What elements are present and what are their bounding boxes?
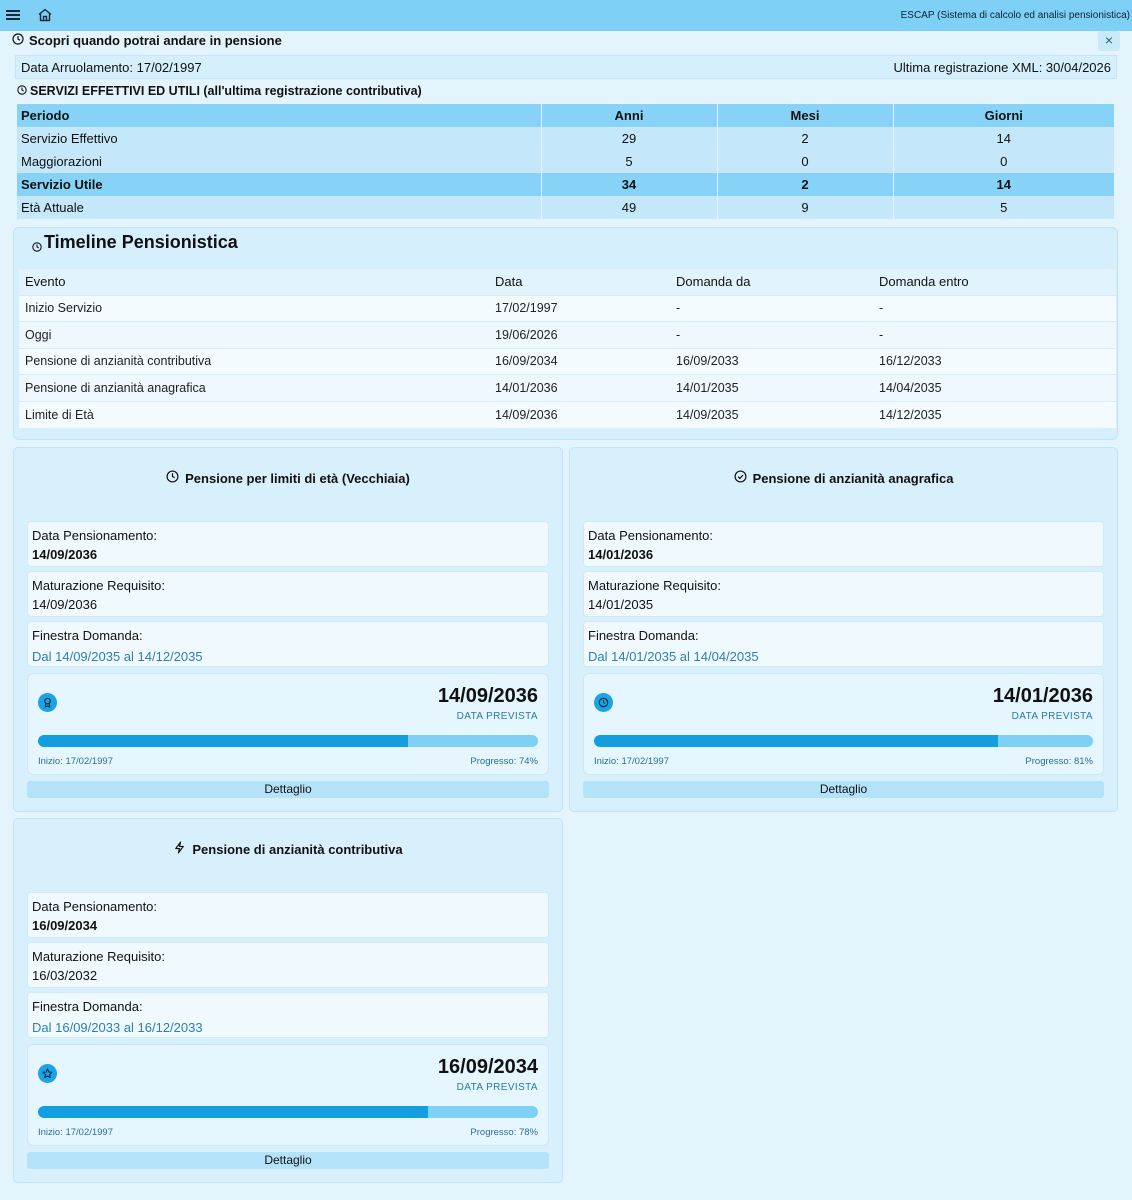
table-row <box>19 375 1116 402</box>
cell-domanda-entro: 14/04/2035 <box>873 375 1116 402</box>
timeline-title-text: Timeline Pensionistica <box>44 232 238 252</box>
pension-card-vecchiaia <box>13 447 563 812</box>
top-bar <box>0 0 1132 31</box>
table-row <box>19 348 1116 375</box>
field-value: 16/03/2032 <box>32 968 98 983</box>
cell-giorni: 5 <box>893 196 1115 219</box>
cell-evento: Pensione di anzianità anagrafica <box>19 375 489 402</box>
card-title <box>14 841 562 857</box>
lightning-icon <box>173 841 186 857</box>
table-row <box>17 127 1115 150</box>
dettaglio-button[interactable]: Dettaglio <box>583 781 1104 798</box>
column-header: Giorni <box>893 104 1115 127</box>
cell-giorni: 14 <box>893 173 1115 196</box>
field-label: Maturazione Requisito: <box>32 949 165 964</box>
table-row <box>19 322 1116 349</box>
field-label: Data Pensionamento: <box>588 528 714 543</box>
cell-domanda-entro: - <box>873 322 1116 349</box>
field-value: 16/09/2034 <box>32 918 98 933</box>
cell-domanda-da: - <box>670 295 873 322</box>
cell-periodo: Età Attuale <box>17 196 541 219</box>
card-title-text: Pensione di anzianità contributiva <box>192 841 403 857</box>
field-finestra-domanda <box>27 992 549 1038</box>
cell-domanda-da: 14/01/2035 <box>670 375 873 402</box>
progress-fill <box>594 735 998 747</box>
progress-start: Inizio: 17/02/1997 <box>594 756 670 767</box>
hamburger-menu-icon[interactable] <box>6 8 20 22</box>
cell-domanda-da: - <box>670 322 873 349</box>
column-header: Mesi <box>717 104 893 127</box>
field-data-pensionamento <box>27 892 549 938</box>
cell-giorni: 14 <box>893 127 1115 150</box>
data-prevista-label: DATA PREVISTA <box>456 711 538 722</box>
field-label: Maturazione Requisito: <box>32 578 165 593</box>
cell-mesi: 0 <box>717 150 893 173</box>
progress-box <box>583 673 1104 775</box>
clock-icon <box>17 84 27 98</box>
field-value: 14/01/2036 <box>588 547 654 562</box>
field-value: Dal 14/01/2035 al 14/04/2035 <box>588 649 759 664</box>
check-circle-icon <box>734 470 747 486</box>
data-prevista-value: 14/01/2036 <box>992 685 1093 707</box>
card-title-text: Pensione di anzianità anagrafica <box>752 470 954 486</box>
progress-bar <box>594 735 1093 747</box>
field-value: 14/01/2035 <box>588 597 654 612</box>
table-row <box>17 150 1115 173</box>
field-label: Data Pensionamento: <box>32 899 158 914</box>
field-label: Data Pensionamento: <box>32 528 158 543</box>
data-arruolamento: Data Arruolamento: 17/02/1997 <box>21 60 202 75</box>
progress-percent: Progresso: 74% <box>470 756 538 767</box>
clock-icon <box>594 693 613 712</box>
timeline-title <box>32 232 238 257</box>
cell-data: 14/09/2036 <box>489 401 670 428</box>
clock-icon <box>32 236 42 257</box>
field-label: Finestra Domanda: <box>32 628 143 643</box>
clock-icon <box>166 470 179 486</box>
cell-data: 19/06/2026 <box>489 322 670 349</box>
data-prevista-value: 16/09/2034 <box>437 1056 538 1078</box>
app-title: ESCAP (Sistema di calcolo ed analisi pensionistica) <box>900 10 1130 21</box>
progress-start: Inizio: 17/02/1997 <box>38 756 114 767</box>
card-title <box>570 470 1117 486</box>
data-prevista-label: DATA PREVISTA <box>1011 711 1093 722</box>
cell-domanda-da: 14/09/2035 <box>670 401 873 428</box>
cell-anni: 29 <box>541 127 717 150</box>
field-value: 14/09/2036 <box>32 597 98 612</box>
column-header: Anni <box>541 104 717 127</box>
field-maturazione-requisito <box>27 571 549 617</box>
cell-anni: 49 <box>541 196 717 219</box>
field-finestra-domanda <box>27 621 549 667</box>
cell-data: 17/02/1997 <box>489 295 670 322</box>
cell-anni: 5 <box>541 150 717 173</box>
cell-domanda-da: 16/09/2033 <box>670 348 873 375</box>
panel-header <box>0 31 1132 53</box>
progress-percent: Progresso: 78% <box>470 1127 538 1138</box>
progress-fill <box>38 735 408 747</box>
field-label: Maturazione Requisito: <box>588 578 721 593</box>
cell-evento: Inizio Servizio <box>19 295 489 322</box>
panel-title <box>12 33 282 48</box>
dettaglio-button[interactable]: Dettaglio <box>27 781 549 798</box>
cell-mesi: 2 <box>717 173 893 196</box>
field-maturazione-requisito <box>27 942 549 988</box>
star-icon <box>38 1064 57 1083</box>
cell-periodo: Servizio Utile <box>17 173 541 196</box>
pension-card-anagrafica <box>569 447 1118 812</box>
cell-evento: Oggi <box>19 322 489 349</box>
cell-domanda-entro: 16/12/2033 <box>873 348 1116 375</box>
servizi-title <box>17 84 422 98</box>
card-title-text: Pensione per limiti di età (Vecchiaia) <box>185 470 410 486</box>
home-icon[interactable] <box>37 7 53 23</box>
cell-domanda-entro: - <box>873 295 1116 322</box>
progress-box <box>27 1044 549 1146</box>
dettaglio-button[interactable]: Dettaglio <box>27 1152 549 1169</box>
cell-data: 14/01/2036 <box>489 375 670 402</box>
timeline-table <box>19 269 1116 428</box>
table-header-row <box>17 104 1115 127</box>
progress-start: Inizio: 17/02/1997 <box>38 1127 114 1138</box>
cell-mesi: 2 <box>717 127 893 150</box>
table-row <box>17 173 1115 196</box>
field-value: 14/09/2036 <box>32 547 98 562</box>
field-value: Dal 16/09/2033 al 16/12/2033 <box>32 1020 203 1035</box>
info-row <box>15 55 1117 79</box>
cell-evento: Pensione di anzianità contributiva <box>19 348 489 375</box>
table-header-row <box>19 269 1116 295</box>
table-row <box>19 401 1116 428</box>
column-header: Evento <box>19 269 489 295</box>
column-header: Domanda da <box>670 269 873 295</box>
progress-bar <box>38 735 538 747</box>
table-row <box>17 196 1115 219</box>
cell-data: 16/09/2034 <box>489 348 670 375</box>
field-maturazione-requisito <box>583 571 1104 617</box>
servizi-table <box>17 104 1115 219</box>
cell-giorni: 0 <box>893 150 1115 173</box>
cell-domanda-entro: 14/12/2035 <box>873 401 1116 428</box>
cell-periodo: Servizio Effettivo <box>17 127 541 150</box>
cell-evento: Limite di Età <box>19 401 489 428</box>
data-prevista-label: DATA PREVISTA <box>456 1082 538 1093</box>
progress-percent: Progresso: 81% <box>1025 756 1093 767</box>
medal-icon <box>38 693 57 712</box>
cell-mesi: 9 <box>717 196 893 219</box>
timeline-section <box>13 227 1118 440</box>
column-header: Data <box>489 269 670 295</box>
clock-icon <box>12 33 24 48</box>
pension-card-contributiva <box>13 818 563 1183</box>
ultima-registrazione-xml: Ultima registrazione XML: 30/04/2026 <box>893 60 1111 75</box>
panel-title-text: Scopri quando potrai andare in pensione <box>29 33 282 48</box>
card-title <box>14 470 562 486</box>
progress-fill <box>38 1106 428 1118</box>
field-data-pensionamento <box>27 521 549 567</box>
data-prevista-value: 14/09/2036 <box>437 685 538 707</box>
progress-box <box>27 673 549 775</box>
field-data-pensionamento <box>583 521 1104 567</box>
field-label: Finestra Domanda: <box>588 628 699 643</box>
servizi-title-text: SERVIZI EFFETTIVI ED UTILI (all'ultima registrazione contributiva) <box>30 84 422 98</box>
close-button[interactable]: × <box>1098 31 1120 51</box>
field-label: Finestra Domanda: <box>32 999 143 1014</box>
column-header: Domanda entro <box>873 269 1116 295</box>
column-header: Periodo <box>17 104 541 127</box>
progress-bar <box>38 1106 538 1118</box>
cell-anni: 34 <box>541 173 717 196</box>
table-row <box>19 295 1116 322</box>
cell-periodo: Maggiorazioni <box>17 150 541 173</box>
field-value: Dal 14/09/2035 al 14/12/2035 <box>32 649 203 664</box>
field-finestra-domanda <box>583 621 1104 667</box>
